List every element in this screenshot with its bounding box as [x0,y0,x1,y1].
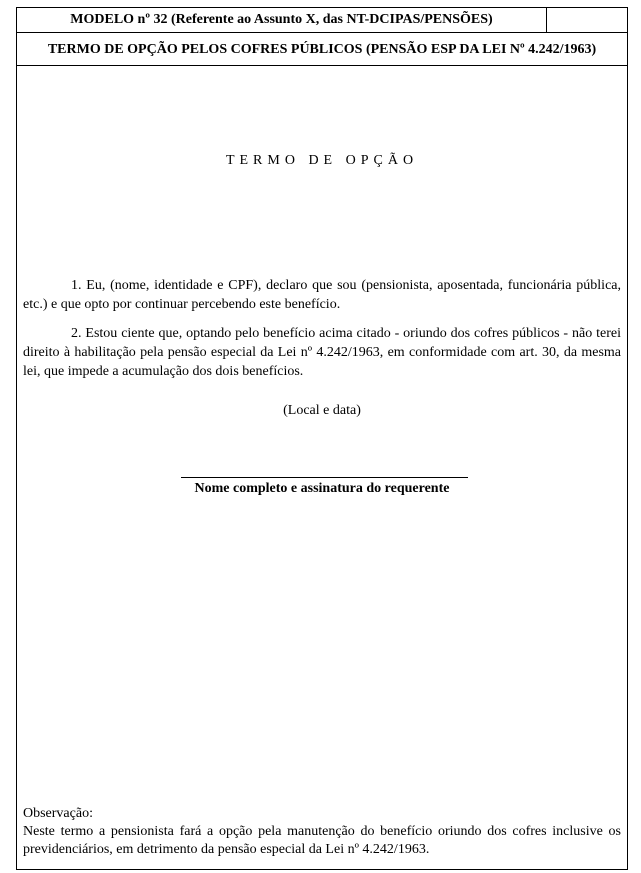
term-heading: TERMO DE OPÇÃO [225,153,419,168]
document-title: TERMO DE OPÇÃO PELOS COFRES PÚBLICOS (PENSÃO ESP DA LEI Nº 4.242/1963) [17,33,627,66]
local-and-date: (Local e data) [283,403,361,418]
paragraph-1: 1. Eu, (nome, identidade e CPF), declaro que sou (pensionista, aposentada, funcionária pública, etc.) e que opto por continuar percebendo este benefício. [23,278,621,312]
paragraph-2: 2. Estou ciente que, optando pelo benefício acima citado - oriundo dos cofres públicos - não terei direito à habilitação pela pensão especial da Lei nº 4.242/1963, em conformidade com art. 30, da mesma lei, que impede a acumulação dos dois benefícios. [23,326,621,379]
header-blank-cell [547,8,627,32]
model-label: MODELO nº 32 (Referente ao Assunto X, das NT-DCIPAS/PENSÕES) [17,8,547,32]
observation-text: Neste termo a pensionista fará a opção pela manutenção do benefício oriundo dos cofres inclusive os previdenciários, em detrimento da pensão especial da Lei nº 4.242/1963. [23,824,621,857]
observation-title: Observação: [23,806,93,821]
document-page [16,7,628,870]
signature-label: Nome completo e assinatura do requerente [194,481,450,496]
header-row [17,8,627,33]
signature-line [181,477,468,478]
